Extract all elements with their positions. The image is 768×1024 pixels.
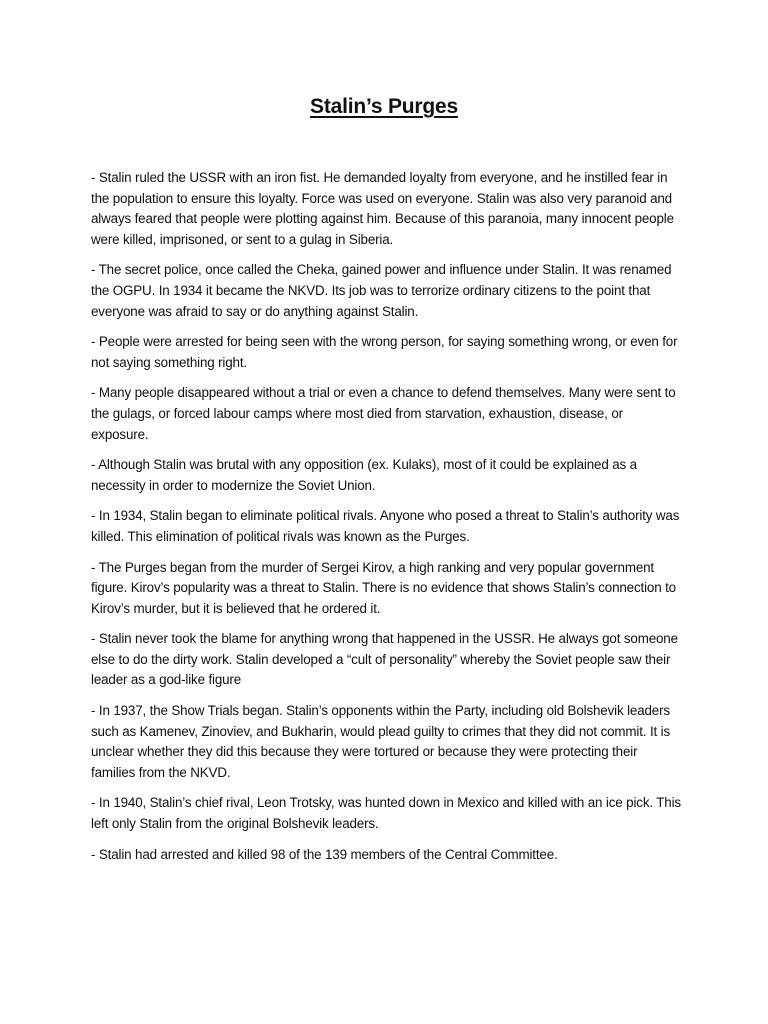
paragraph: - People were arrested for being seen with the wrong person, for saying something wrong, or even for not saying something right. (91, 334, 678, 370)
paragraph: - The Purges began from the murder of Sergei Kirov, a high ranking and very popular government figure. Kirov’s popularity was a threat to Stalin. There is no evidence that shows Stalin’s connection to Kirov’s murder, but it is believed that he ordered it. (91, 559, 676, 616)
document-body (91, 168, 681, 875)
paragraph: - In 1940, Stalin’s chief rival, Leon Trotsky, was hunted down in Mexico and killed with an ice pick. This left only Stalin from the original Bolshevik leaders. (91, 795, 681, 832)
paragraph: - In 1934, Stalin began to eliminate political rivals. Anyone who posed a threat to Stalin’s authority was killed. This elimination of political rivals was known as the Purges. (91, 508, 680, 544)
paragraph: - Stalin ruled the USSR with an iron fist. He demanded loyalty from everyone, and he instilled fear in the population to ensure this loyalty. Force was used on everyone. Stalin was also very paranoid and always feared that people were plotting against him. Because of this paranoia, many innocent people were killed, imprisoned, or sent to a gulag in Siberia. (91, 170, 674, 247)
paragraph: - In 1937, the Show Trials began. Stalin’s opponents within the Party, including old Bolshevik leaders such as Kamenev, Zinoviev, and Bukharin, would plead guilty to crimes that they did not commit. It is unclear whether they did this because they were tortured or because they were protecting their families from the NKVD. (91, 703, 671, 780)
paragraph: - Stalin had arrested and killed 98 of the 139 members of the Central Committee. (91, 846, 558, 862)
paragraph: - Stalin never took the blame for anything wrong that happened in the USSR. He always got someone else to do the dirty work. Stalin developed a “cult of personality” whereby the Soviet people saw their leader as a god-like figure (91, 631, 678, 688)
paragraph: - Although Stalin was brutal with any opposition (ex. Kulaks), most of it could be explained as a necessity in order to modernize the Soviet Union. (91, 457, 637, 493)
paragraph: - Many people disappeared without a trial or even a chance to defend themselves. Many were sent to the gulags, or forced labour camps where most died from starvation, exhaustion, disease, or exposure. (91, 385, 676, 442)
page-title: Stalin’s Purges (310, 95, 458, 118)
paragraph: - The secret police, once called the Cheka, gained power and influence under Stalin. It was renamed the OGPU. In 1934 it became the NKVD. Its job was to terrorize ordinary citizens to the point that everyone was afraid to say or do anything against Stalin. (91, 262, 672, 319)
